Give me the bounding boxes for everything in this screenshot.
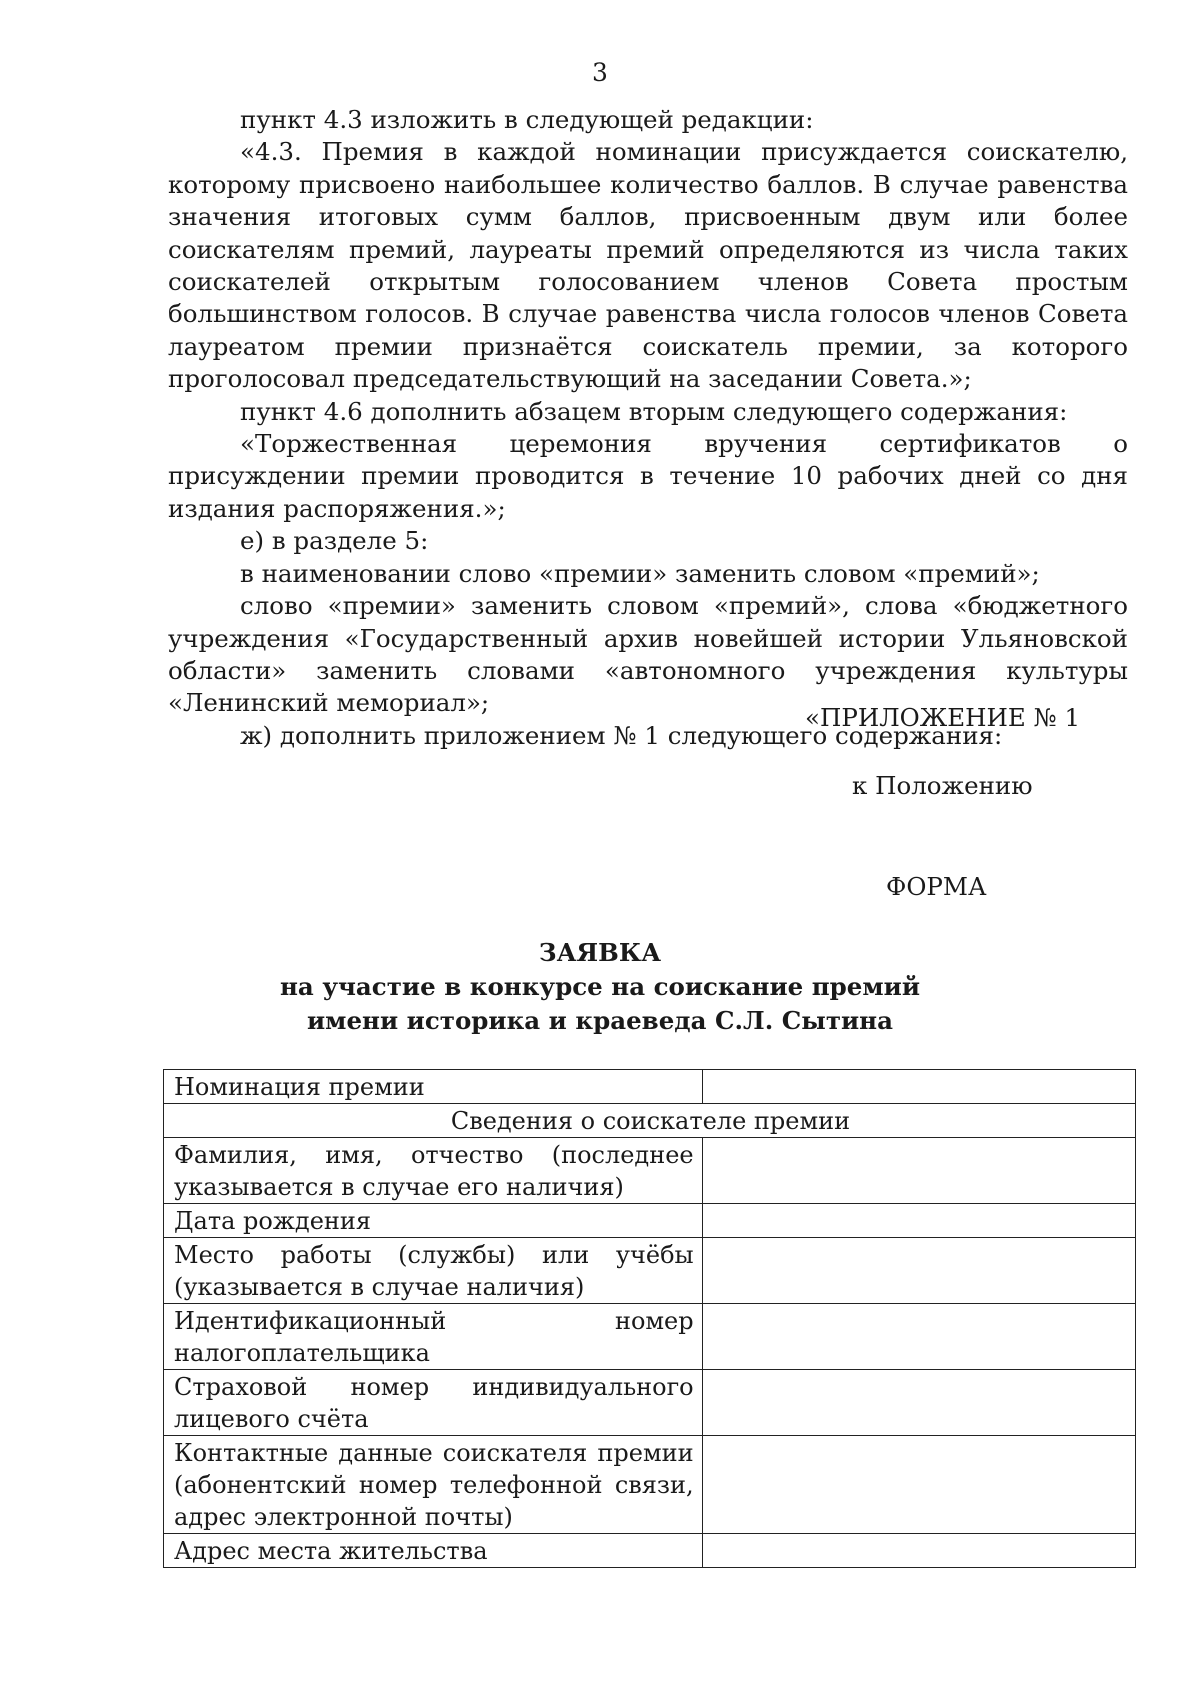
field-value-cell bbox=[702, 1436, 1135, 1534]
field-value-cell bbox=[702, 1238, 1135, 1304]
paragraph: слово «премии» заменить словом «премий», слова «бюджетного учреждения «Государственный архив новейшей истории Ульяновской области» заменить словами «автономного учреждения культуры «Ленинский мемориал»; bbox=[168, 591, 1128, 718]
field-value-cell bbox=[702, 1534, 1135, 1568]
table-row bbox=[164, 1204, 1136, 1238]
table-row bbox=[164, 1534, 1136, 1568]
form-heading: ЗАЯВКА bbox=[538, 938, 662, 967]
field-label: Фамилия, имя, отчество (последнее указывается в случае его наличия) bbox=[164, 1138, 703, 1204]
body-text bbox=[168, 104, 1128, 752]
form-label: ФОРМА bbox=[886, 872, 987, 901]
table-row bbox=[164, 1104, 1136, 1138]
field-value-cell bbox=[702, 1304, 1135, 1370]
field-label: Страховой номер индивидуального лицевого счёта bbox=[164, 1370, 703, 1436]
paragraph: пункт 4.3 изложить в следующей редакции: bbox=[240, 105, 814, 134]
field-label: Контактные данные соискателя премии (абонентский номер телефонной связи, адрес электронной почты) bbox=[164, 1436, 703, 1534]
page-number: 3 bbox=[592, 58, 608, 87]
table-row bbox=[164, 1304, 1136, 1370]
application-form-table bbox=[163, 1069, 1136, 1568]
table-row bbox=[164, 1370, 1136, 1436]
paragraph: ж) дополнить приложением № 1 следующего содержания: bbox=[240, 720, 1003, 750]
form-subheading: имени историка и краеведа С.Л. Сытина bbox=[307, 1006, 893, 1035]
form-subheading: на участие в конкурсе на соискание премий bbox=[279, 972, 921, 1001]
attachment-reference: к Положению bbox=[852, 771, 1033, 800]
field-label: Адрес места жительства bbox=[164, 1534, 703, 1568]
field-label: Идентификационный номер налогоплательщика bbox=[164, 1304, 703, 1370]
paragraph: «4.3. Премия в каждой номинации присуждается соискателю, которому присвоено наибольшее количество баллов. В случае равенства значения итоговых сумм баллов, присвоенным двум или более соискателям премий, лауреаты премий определяются из числа таких соискателей открытым голосованием членов Совета простым большинством голосов. В случае равенства числа голосов членов Совета лауреатом премии признаётся соискатель премии, за которого проголосовал председательствующий на заседании Совета.»; bbox=[168, 137, 1128, 394]
table-row bbox=[164, 1238, 1136, 1304]
paragraph: «Торжественная церемония вручения сертификатов о присуждении премии проводится в течение 10 рабочих дней со дня издания распоряжения.»; bbox=[168, 429, 1128, 523]
table-row bbox=[164, 1138, 1136, 1204]
attachment-title: «ПРИЛОЖЕНИЕ № 1 bbox=[805, 703, 1081, 732]
field-value-cell bbox=[702, 1138, 1135, 1204]
paragraph: пункт 4.6 дополнить абзацем вторым следующего содержания: bbox=[240, 396, 1068, 426]
paragraph: в наименовании слово «премии» заменить словом «премий»; bbox=[240, 558, 1040, 588]
field-value-cell bbox=[702, 1204, 1135, 1238]
field-label: Место работы (службы) или учёбы (указывается в случае наличия) bbox=[164, 1238, 703, 1304]
nomination-value-cell bbox=[702, 1070, 1135, 1104]
section-header: Сведения о соискателе премии bbox=[164, 1104, 1136, 1138]
table-row bbox=[164, 1436, 1136, 1534]
field-label: Дата рождения bbox=[164, 1204, 703, 1238]
field-value-cell bbox=[702, 1370, 1135, 1436]
table-row bbox=[164, 1070, 1136, 1104]
nomination-label: Номинация премии bbox=[164, 1070, 703, 1104]
paragraph: е) в разделе 5: bbox=[240, 526, 429, 556]
